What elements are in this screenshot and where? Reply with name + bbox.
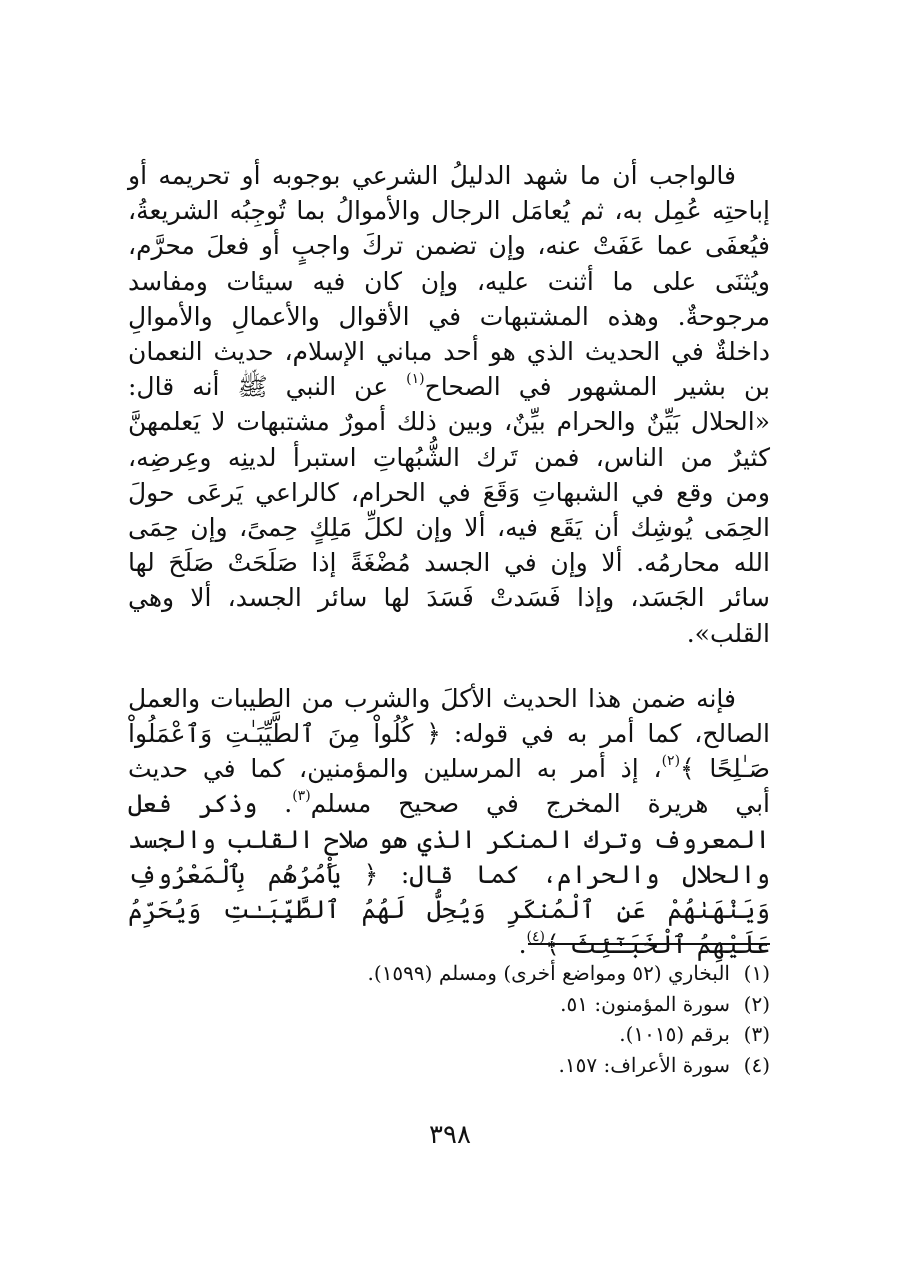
footnote-ref-3[interactable]: (٣) bbox=[292, 788, 311, 805]
paragraph-1-text: فالواجب أن ما شهد الدليلُ الشرعي بوجوبه أو تحريمه أو إباحتِه عُمِل به، ثم يُعامَل الرجال والأموالُ بما تُوجِبُه الشريعةُ، فيُعفَى عما عَفَتْ عنه، وإن تضمن تركَ واجبٍ أو فعلَ محرَّم، ويُثنَى على ما أثنت عليه، وإن كان فيه سيئات ومفاسد مرجوحةٌ. وهذه المشتبهات في الأقوال والأعمالِ والأموالِ داخلةٌ في الحديث الذي هو أحد مباني الإسلام، حديث النعمان بن بشير المشهور في الصحاح bbox=[128, 161, 771, 402]
footnote-number: (٢) bbox=[743, 991, 770, 1016]
footnote-text: برقم (١٠١٥). bbox=[619, 1022, 730, 1046]
page-number: ٣٩٨ bbox=[429, 1120, 471, 1150]
main-text bbox=[128, 158, 770, 962]
footnote-text: سورة المؤمنون: ٥١. bbox=[560, 991, 730, 1016]
footnotes-list bbox=[300, 958, 770, 1080]
footnote-text: سورة الأعراف: ١٥٧. bbox=[558, 1052, 730, 1077]
footnote-item bbox=[300, 1050, 770, 1081]
paragraph-2-end: . bbox=[518, 930, 527, 960]
footnote-ref-2[interactable]: (٢) bbox=[661, 753, 681, 770]
footnote-number: (١) bbox=[743, 961, 770, 985]
footnote-ref-4[interactable]: (٤) bbox=[526, 929, 546, 946]
footnote-text: البخاري (٥٢ ومواضع أخرى) ومسلم (١٥٩٩). bbox=[367, 961, 730, 985]
paragraph-2 bbox=[128, 681, 770, 963]
paragraph-1-hadith: عن النبي ﷺ أنه قال: «الحلال بَيِّنٌ والحرام بيِّنٌ، وبين ذلك أمورٌ مشتبهات لا يَعلمهنَّ كثيرٌ من الناس، فمن تَرك الشُّبُهاتِ استبرأ لدينِه وعِرضِه، ومن وقع في الشبهاتِ وَقَعَ في الحرام، كالراعي يَرعَى حولَ الحِمَى يُوشِك أن يَقَع فيه، ألا وإن لكلِّ مَلِكٍ حِمىً، وإن حِمَى الله محارمُه. ألا وإن في الجسد مُضْغَةً إذا صَلَحَتْ صَلَحَ لها سائر الجَسَد، وإذا فَسَدتْ فَسَدَ لها سائر الجسد، ألا وهي القلب». bbox=[128, 372, 770, 648]
footnote-item bbox=[300, 958, 770, 989]
paragraph-2-middle: ، إذ أمر به المرسلين والمؤمنين، كما في حديث أبي هريرة المخرج في صحيح مسلم bbox=[128, 754, 770, 819]
footnote-divider bbox=[528, 943, 770, 945]
footnote-item bbox=[300, 989, 770, 1020]
footnote-number: (٣) bbox=[743, 1022, 770, 1046]
footnote-ref-1[interactable]: (١) bbox=[406, 371, 425, 388]
paragraph-1 bbox=[128, 158, 770, 651]
footnote-number: (٤) bbox=[743, 1052, 770, 1077]
footnote-item bbox=[300, 1019, 770, 1050]
paragraph-2-quran: . وذكر فعل المعروف وترك المنكر الذي هو صلاح القلب والجسد والحلال والحرام، كما قال: ﴿ يَأْمُرُهُم بِٱلْمَعْرُوفِ وَيَنْهَىٰهُمْ عَنِ ٱلْمُنكَرِ وَيُحِلُّ لَهُمُ ٱلطَّيِّبَـٰتِ وَيُحَرِّمُ عَلَيْهِمُ ٱلْخَبَـٰٓئِثَ ﴾ bbox=[128, 789, 770, 960]
paragraph-2-text: فإنه ضمن هذا الحديث الأكلَ والشرب من الطيبات والعمل الصالح، كما أمر به في قوله: ﴿ كُلُواْ مِنَ ٱلطَّيِّبَـٰتِ وَٱعْمَلُواْ صَـٰلِحًا ﴾ bbox=[128, 683, 770, 784]
